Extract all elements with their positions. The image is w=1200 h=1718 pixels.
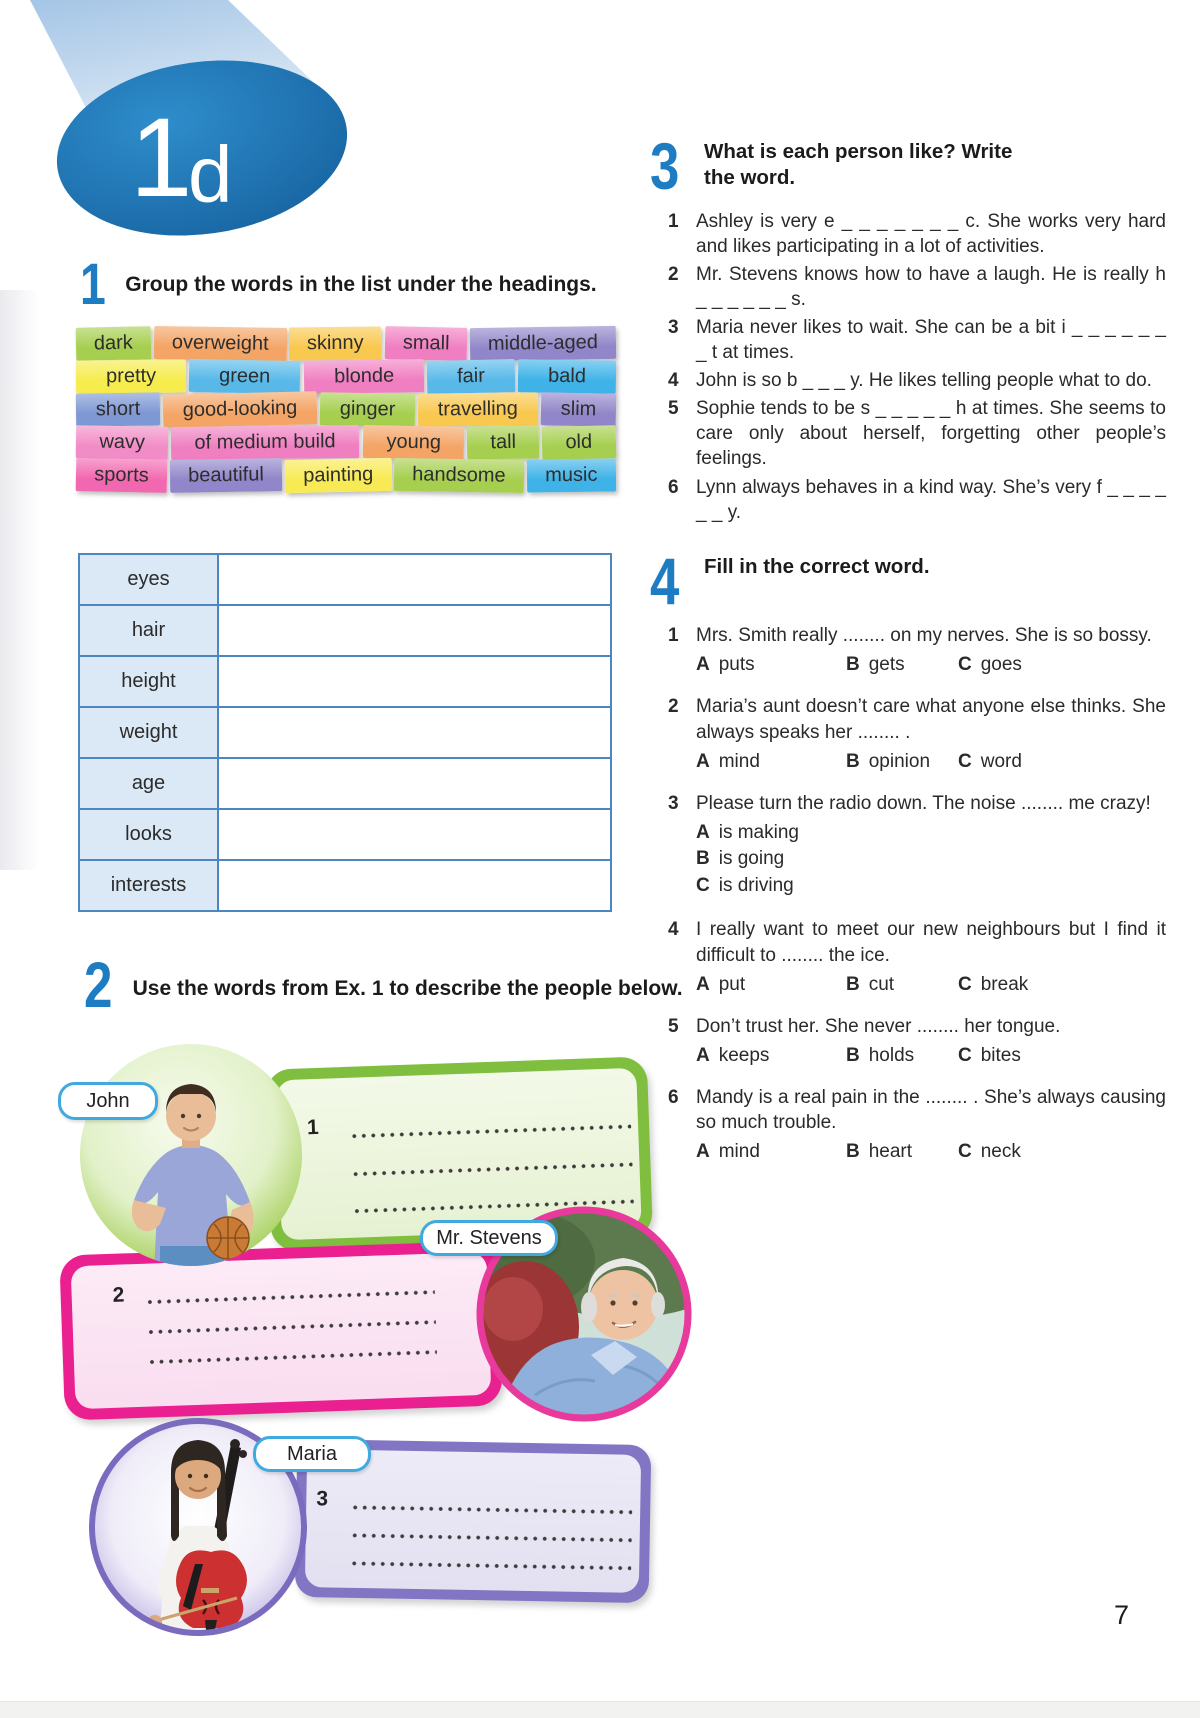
word-chip: fair bbox=[427, 359, 516, 394]
right-column bbox=[650, 129, 1180, 1181]
answer-option[interactable]: B holds bbox=[846, 1044, 915, 1066]
word-chip: skinny bbox=[289, 327, 382, 361]
ex4-item bbox=[650, 623, 1180, 676]
page-edge-shade bbox=[0, 290, 46, 870]
exercise-1-title: Group the words in the list under the headings. bbox=[125, 273, 597, 296]
ex3-item bbox=[650, 368, 1180, 393]
option-letter: B bbox=[846, 973, 860, 995]
table-row bbox=[80, 604, 610, 655]
word-chip: young bbox=[362, 425, 464, 460]
word-chip: dark bbox=[76, 326, 151, 361]
ex4-item-body bbox=[696, 623, 1180, 676]
stevens-item-number: 2 bbox=[112, 1283, 125, 1307]
word-chip: ginger bbox=[320, 392, 416, 426]
ex4-item bbox=[650, 694, 1180, 772]
ex3-item bbox=[650, 475, 1180, 525]
chip-row bbox=[76, 360, 616, 393]
answer-option[interactable]: C is driving bbox=[696, 874, 794, 896]
exercise-1-number: 1 bbox=[80, 252, 106, 317]
john-name-text: John bbox=[86, 1089, 130, 1112]
ex3-item-text: Ashley is very e _ _ _ _ _ _ _ c. She works very hard and likes participating in a lot of activities. bbox=[696, 210, 1166, 257]
exercise-3-number: 3 bbox=[650, 129, 680, 203]
john-photo bbox=[76, 1040, 306, 1270]
ex4-item-text: Mrs. Smith really ........ on my nerves. She is so bossy. bbox=[696, 625, 1152, 647]
option-letter: A bbox=[696, 821, 710, 843]
maria-item-number: 3 bbox=[316, 1487, 329, 1511]
chip-row bbox=[76, 459, 616, 492]
ex3-item-text: Lynn always behaves in a kind way. She’s very f _ _ _ _ _ _ y. bbox=[696, 476, 1166, 523]
word-chip: middle-aged bbox=[470, 326, 616, 361]
ex4-item-body bbox=[696, 694, 1180, 772]
table-row-label: age bbox=[80, 759, 219, 808]
ex4-item-options bbox=[696, 751, 1166, 773]
ex4-item bbox=[650, 1014, 1180, 1067]
word-chip: short bbox=[76, 392, 161, 426]
ex4-item-body bbox=[696, 917, 1180, 995]
ex4-item-text: Don’t trust her. She never ........ her tongue. bbox=[696, 1015, 1061, 1037]
word-chip: green bbox=[189, 359, 301, 394]
ex4-item-options bbox=[696, 654, 1166, 676]
table-row bbox=[80, 859, 610, 910]
table-row-write-area[interactable] bbox=[219, 555, 610, 604]
ex3-item bbox=[650, 396, 1180, 471]
answer-option[interactable]: C goes bbox=[958, 654, 1022, 676]
ex4-item-number: 3 bbox=[668, 792, 679, 814]
ex3-item-number: 2 bbox=[668, 263, 679, 285]
chip-row bbox=[76, 393, 616, 426]
chip-row bbox=[76, 426, 616, 459]
table-row-label: eyes bbox=[80, 555, 219, 604]
table-row-label: weight bbox=[80, 708, 219, 757]
stevens-name-text: Mr. Stevens bbox=[436, 1226, 542, 1249]
ex4-item-text: I really want to meet our new neighbours but I find it difficult to ........ the ice. bbox=[696, 919, 1166, 966]
ex4-item-number: 1 bbox=[668, 625, 679, 647]
answer-option[interactable]: A put bbox=[696, 973, 746, 995]
ex4-item-body bbox=[696, 791, 1180, 900]
headings-table bbox=[78, 553, 612, 912]
ex4-item-options bbox=[696, 1141, 1166, 1163]
option-letter: C bbox=[958, 1044, 972, 1066]
answer-option[interactable]: B opinion bbox=[846, 750, 931, 772]
exercise-4-header bbox=[650, 543, 1180, 618]
ex4-item-body bbox=[696, 1014, 1180, 1067]
answer-option[interactable]: A mind bbox=[696, 750, 760, 772]
answer-option[interactable]: B heart bbox=[846, 1140, 913, 1162]
table-row-write-area[interactable] bbox=[219, 657, 610, 706]
exercise-2-title: Use the words from Ex. 1 to describe the people below. bbox=[132, 977, 683, 1000]
ex4-item-body bbox=[696, 1085, 1180, 1163]
exercise-2-number: 2 bbox=[84, 949, 113, 1021]
bottom-strip bbox=[0, 1701, 1200, 1718]
exercise-3-header bbox=[650, 129, 1180, 203]
word-chip: old bbox=[542, 425, 616, 460]
word-chip: painting bbox=[285, 458, 392, 493]
option-letter: C bbox=[958, 973, 972, 995]
word-chip: travelling bbox=[418, 392, 538, 426]
exercise-4-title: Fill in the correct word. bbox=[704, 554, 930, 578]
ex3-item-number: 1 bbox=[668, 210, 679, 232]
option-letter: B bbox=[846, 1140, 860, 1162]
word-chip: tall bbox=[467, 425, 540, 459]
table-row-write-area[interactable] bbox=[219, 708, 610, 757]
word-chip: music bbox=[527, 459, 616, 493]
word-chips bbox=[76, 327, 616, 492]
answer-option[interactable]: C bites bbox=[958, 1044, 1021, 1066]
ex4-item-text: Please turn the radio down. The noise ........ me crazy! bbox=[696, 792, 1151, 814]
word-chip: beautiful bbox=[170, 458, 283, 493]
word-chip: of medium build bbox=[171, 425, 359, 460]
option-letter: A bbox=[696, 654, 710, 676]
ex3-item-text: Mr. Stevens knows how to have a laugh. He is really h _ _ _ _ _ _ s. bbox=[696, 263, 1166, 310]
table-row-write-area[interactable] bbox=[219, 759, 610, 808]
ex3-item-number: 4 bbox=[668, 370, 679, 392]
ex4-item-number: 6 bbox=[668, 1086, 679, 1108]
ex4-item-number: 4 bbox=[668, 919, 679, 941]
word-chip: overweight bbox=[153, 326, 286, 361]
ex3-item-number: 5 bbox=[668, 398, 679, 420]
word-chip: slim bbox=[541, 392, 617, 427]
ex4-item-number: 5 bbox=[668, 1015, 679, 1037]
exercise-2-header bbox=[84, 949, 683, 1021]
ex4-item-options bbox=[696, 820, 1166, 900]
option-letter: C bbox=[958, 654, 972, 676]
john-name-label bbox=[58, 1082, 158, 1120]
maria-name-text: Maria bbox=[286, 1442, 337, 1465]
ex3-item bbox=[650, 262, 1180, 312]
word-chip: wavy bbox=[76, 425, 169, 459]
exercise-1-header bbox=[80, 252, 597, 317]
table-row bbox=[80, 555, 610, 604]
word-chip: bald bbox=[518, 359, 617, 394]
table-row-label: height bbox=[80, 657, 219, 706]
ex4-item bbox=[650, 791, 1180, 900]
ex3-item-text: Maria never likes to wait. She can be a bit i _ _ _ _ _ _ _ t at times. bbox=[696, 317, 1166, 364]
ex3-item bbox=[650, 209, 1180, 259]
exercise-3-title: What is each person like? Write the word. bbox=[704, 140, 1013, 189]
answer-option[interactable]: A is making bbox=[696, 821, 799, 843]
table-row-label: looks bbox=[80, 810, 219, 859]
ex4-item-text: Maria’s aunt doesn’t care what anyone else thinks. She always speaks her ........ . bbox=[696, 696, 1166, 743]
answer-option[interactable]: C break bbox=[958, 973, 1029, 995]
answer-option[interactable]: C neck bbox=[958, 1140, 1021, 1162]
answer-option[interactable]: B cut bbox=[846, 973, 895, 995]
ex4-item-options bbox=[696, 1045, 1166, 1067]
option-letter: C bbox=[958, 750, 972, 772]
ex3-item-text: John is so b _ _ _ y. He likes telling people what to do. bbox=[696, 370, 1152, 392]
exercise-3-items bbox=[650, 209, 1180, 525]
word-chip: handsome bbox=[394, 458, 524, 493]
ex4-item bbox=[650, 1085, 1180, 1163]
option-letter: A bbox=[696, 1140, 710, 1162]
answer-option[interactable]: B gets bbox=[846, 654, 905, 676]
table-row-write-area[interactable] bbox=[219, 810, 610, 859]
exercise-4-number: 4 bbox=[650, 543, 680, 618]
table-row bbox=[80, 706, 610, 757]
word-chip: pretty bbox=[76, 359, 187, 393]
word-chip: sports bbox=[76, 458, 168, 493]
option-letter: C bbox=[958, 1140, 972, 1162]
table-row-write-area[interactable] bbox=[219, 606, 610, 655]
ex3-item-number: 6 bbox=[668, 476, 679, 498]
ex3-item-text: Sophie tends to be s _ _ _ _ _ h at times. She seems to care only about herself, forgetting other people’s feelings. bbox=[696, 398, 1166, 470]
option-letter: C bbox=[696, 874, 710, 896]
ex4-item-options bbox=[696, 974, 1166, 996]
svg-text:d: d bbox=[188, 130, 233, 219]
option-letter: A bbox=[696, 750, 710, 772]
john-item-number: 1 bbox=[306, 1115, 320, 1140]
word-chip: good-looking bbox=[163, 391, 318, 427]
module-badge bbox=[0, 0, 430, 250]
answer-option[interactable]: C word bbox=[958, 750, 1022, 772]
table-row-write-area[interactable] bbox=[219, 861, 610, 910]
option-letter: B bbox=[846, 750, 860, 772]
ex4-item-text: Mandy is a real pain in the ........ . She’s always causing so much trouble. bbox=[696, 1086, 1166, 1133]
option-letter: B bbox=[846, 1044, 860, 1066]
option-letter: B bbox=[696, 848, 710, 870]
answer-option[interactable]: A keeps bbox=[696, 1044, 770, 1066]
answer-option[interactable]: A mind bbox=[696, 1140, 760, 1162]
table-row-label: interests bbox=[80, 861, 219, 910]
svg-text:1: 1 bbox=[130, 95, 193, 220]
word-chip: blonde bbox=[303, 359, 424, 394]
ex4-item-number: 2 bbox=[668, 696, 679, 718]
ex3-item-number: 3 bbox=[668, 317, 679, 339]
answer-option[interactable]: B is going bbox=[696, 848, 785, 870]
ex4-item bbox=[650, 917, 1180, 995]
option-letter: A bbox=[696, 973, 710, 995]
maria-name-label bbox=[253, 1436, 371, 1472]
ex3-item bbox=[650, 315, 1180, 365]
table-row bbox=[80, 808, 610, 859]
word-chip: small bbox=[384, 326, 467, 361]
table-row-label: hair bbox=[80, 606, 219, 655]
option-letter: A bbox=[696, 1044, 710, 1066]
table-row bbox=[80, 655, 610, 706]
chip-row bbox=[76, 327, 616, 360]
page-number: 7 bbox=[1114, 1600, 1130, 1630]
option-letter: B bbox=[846, 654, 860, 676]
answer-option[interactable]: A puts bbox=[696, 654, 755, 676]
table-row bbox=[80, 757, 610, 808]
stevens-name-label bbox=[420, 1220, 558, 1256]
exercise-4-items bbox=[650, 623, 1180, 1162]
